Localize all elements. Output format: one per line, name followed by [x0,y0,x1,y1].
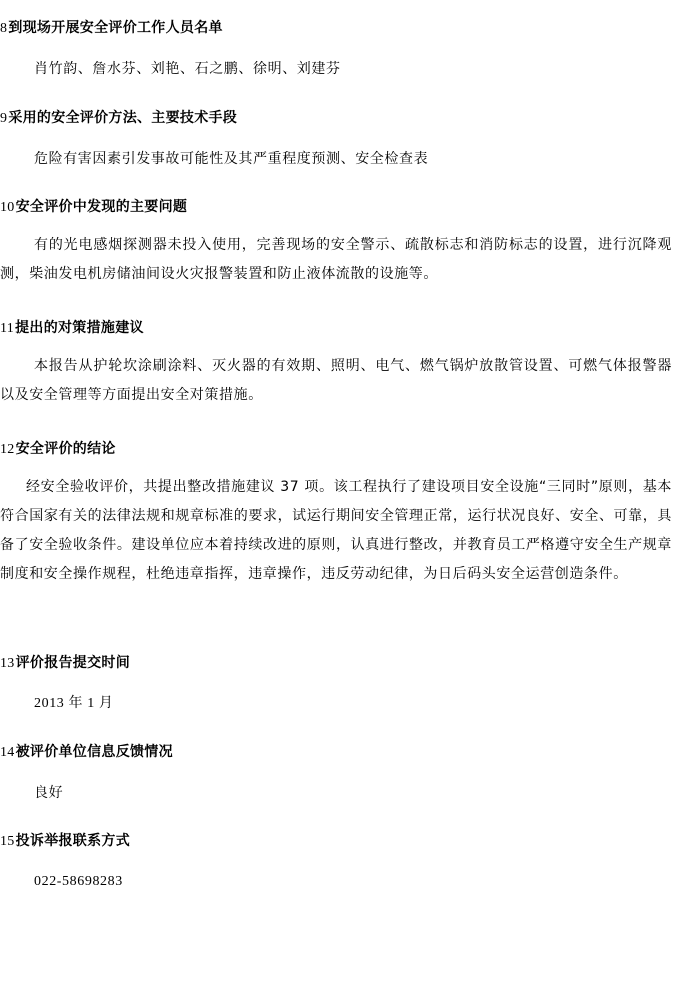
section-heading [0,17,672,40]
conclusion: 经安全验收评价，共提出整改措施建议 37 项。该工程执行了建设项目安全设施“三同时”原则，基本符合国家有关的法律法规和规章标准的要求，试运行期间安全管理正常，运行状况良好、安全、可靠，具备了安全验收条件。建设单位应本着持续改进的原则，认真进行整改，并教育员工严格遵守安全生产规章制度和安全操作规程，杜绝违章指挥，违章操作，违反劳动纪律，为日后码头安全运营创造条件。 [0,479,672,582]
section-title: 安全评价中发现的主要问题 [15,199,188,215]
section-heading [0,830,672,853]
staff-list: 肖竹韵、詹水芬、刘艳、石之鹏、徐明、刘建芬 [34,61,341,77]
section-11 [0,317,672,410]
section-title: 安全评价的结论 [15,441,116,457]
main-problems: 有的光电感烟探测器未投入使用，完善现场的安全警示、疏散标志和消防标志的设置，进行沉降观测，柴油发电机房储油间设火灾报警装置和防止液体流散的设施等。 [0,237,672,282]
section-15 [0,830,672,893]
section-number: 10 [0,200,15,215]
section-heading [0,741,672,764]
section-title: 投诉举报联系方式 [15,833,131,849]
feedback: 良好 [34,785,64,801]
evaluation-methods: 危险有害因素引发事故可能性及其严重程度预测、安全检查表 [34,151,429,167]
section-number: 8 [0,21,8,36]
section-title: 提出的对策措施建议 [15,320,144,336]
section-8 [0,17,672,80]
section-9 [0,107,672,170]
section-title: 被评价单位信息反馈情况 [15,744,173,760]
section-heading [0,438,672,461]
section-14 [0,741,672,804]
countermeasures: 本报告从护轮坎涂刷涂料、灭火器的有效期、照明、电气、燃气锅炉放散管设置、可燃气体报警器以及安全管理等方面提出安全对策措施。 [0,358,672,403]
section-10 [0,196,672,289]
section-12 [0,438,672,589]
section-heading [0,196,672,219]
section-title: 评价报告提交时间 [15,655,131,671]
section-title: 到现场开展安全评价工作人员名单 [8,20,223,36]
section-heading [0,652,672,675]
section-number: 14 [0,745,15,760]
section-number: 13 [0,656,15,671]
section-heading [0,317,672,340]
section-number: 11 [0,321,15,336]
section-number: 9 [0,111,8,126]
section-13 [0,652,672,715]
section-heading [0,107,672,130]
submission-date: 2013 年 1 月 [34,696,114,711]
section-number: 12 [0,442,15,457]
section-title: 采用的安全评价方法、主要技术手段 [8,110,238,126]
contact-phone: 022-58698283 [34,874,123,889]
section-number: 15 [0,834,15,849]
